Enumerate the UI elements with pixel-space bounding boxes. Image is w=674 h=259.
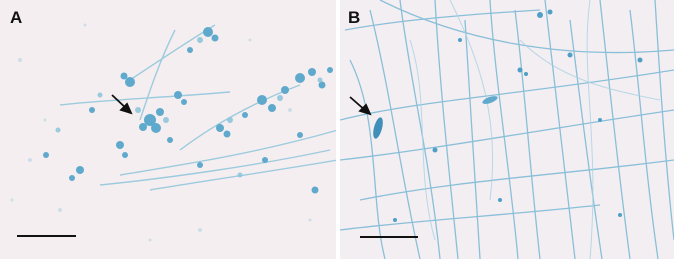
panel-label-b: B: [348, 8, 361, 27]
micrograph-b-image: [340, 0, 674, 259]
scale-bar-b: [360, 236, 418, 238]
panel-label-a: A: [10, 8, 23, 27]
scale-bar-a: [17, 235, 76, 237]
panel-b: [340, 0, 674, 259]
